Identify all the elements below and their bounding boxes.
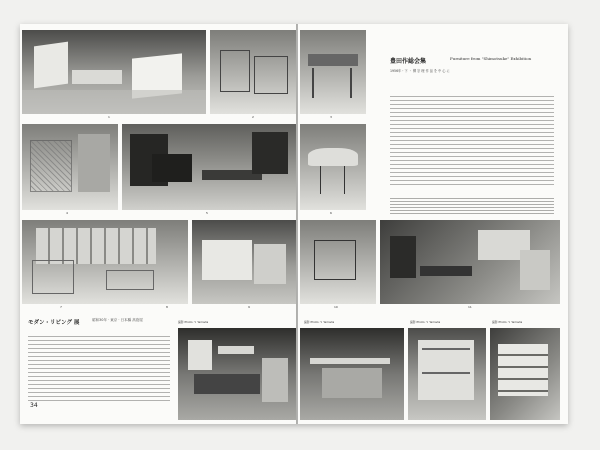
photo-drawers — [490, 328, 560, 420]
figure-number: 4 — [66, 211, 68, 215]
left-article-body — [28, 336, 170, 402]
figure-number: 3 — [330, 115, 332, 119]
figure-number: 2 — [252, 115, 254, 119]
center-gutter — [296, 24, 298, 424]
right-article-byline: 1956年・下 ・ 柳 宗 理 作 品 を 中 心 に — [390, 69, 450, 73]
photo-lounge-set — [122, 124, 296, 210]
photo-wire-chair — [22, 124, 118, 210]
photo-cabinet — [408, 328, 486, 420]
figure-number: 5 — [206, 211, 208, 215]
figure-number: 6 — [330, 211, 332, 215]
figure-captions — [390, 198, 554, 214]
figure-number: 10 — [334, 305, 338, 309]
right-article-subtitle: Furniture from "Shimotsuke" Exhibition — [450, 56, 532, 61]
photo-sofa-chair — [192, 220, 296, 304]
photo-credit-2: 撮影 Photo: Y. Yamada — [304, 320, 335, 324]
photo-shelving-room — [22, 220, 188, 304]
photo-exhibit-room — [380, 220, 560, 304]
photo-chairs-terrace — [210, 30, 296, 114]
photo-credit-4: 撮影 Photo: Y. Yamada — [492, 320, 523, 324]
figure-number: 7 — [60, 305, 62, 309]
left-article-title: モダン・リビング 展 — [28, 320, 80, 326]
figure-number: 11 — [468, 305, 472, 309]
photo-tri-table — [300, 124, 366, 210]
photo-credit: 撮影 Photo: Y. Yamada — [178, 320, 209, 324]
photo-chair-frame — [300, 220, 376, 304]
figure-number: 8 — [166, 305, 168, 309]
figure-number: 9 — [248, 305, 250, 309]
page-number: 34 — [30, 402, 38, 409]
photo-chairs-display — [300, 30, 366, 114]
photo-living-room — [178, 328, 296, 420]
photo-furniture-outdoor — [22, 30, 206, 114]
figure-number: 1 — [108, 115, 110, 119]
right-article-title: 豊田作総会集 — [390, 58, 427, 65]
right-article-body — [390, 96, 554, 186]
left-article-subhead: 昭和30年 · 東京 · 日本橋 高島屋 — [92, 318, 143, 322]
photo-shop-interior — [300, 328, 404, 420]
photo-credit-3: 撮影 Photo: Y. Yamada — [410, 320, 441, 324]
